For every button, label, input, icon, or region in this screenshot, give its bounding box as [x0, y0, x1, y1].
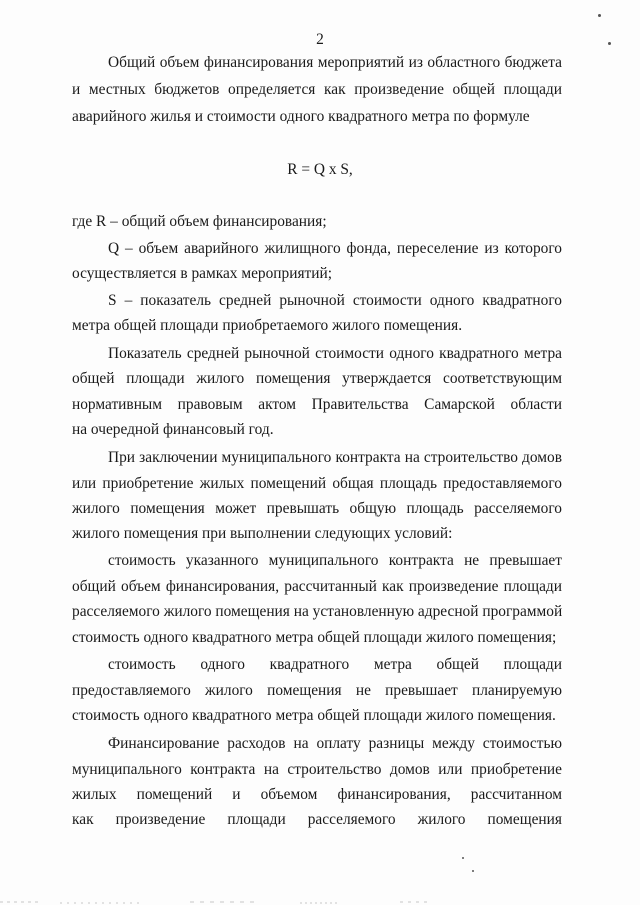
paragraph-line: стоимость указанного муниципального контракта не превышает	[108, 552, 562, 569]
paragraph-line: где R – общий объем финансирования;	[72, 213, 327, 230]
formula: R = Q x S,	[287, 161, 353, 178]
paragraph-line: аварийного жилья и стоимости одного квадратного метра по формуле	[72, 108, 530, 125]
scan-speck	[472, 870, 474, 872]
paragraph-line: нормативным правовым актом Правительства Самарской области	[72, 396, 562, 413]
paragraph-line: общей площади жилого помещения утверждается соответствующим	[72, 370, 562, 387]
paragraph-line: и местных бюджетов определяется как произведение общей площади	[72, 81, 562, 98]
paragraph-line: стоимость одного квадратного метра общей площади жилого помещения;	[72, 629, 557, 646]
paragraph-line: муниципального контракта на строительство домов или приобретение	[72, 761, 562, 778]
paragraph-line: стоимость одного квадратного метра общей площади	[108, 656, 562, 673]
paragraph-line: расселяемого жилого помещения на установленную адресной программой	[72, 603, 563, 620]
paragraph-line: Q – объем аварийного жилищного фонда, переселение из которого	[108, 240, 562, 257]
paragraph-line: как произведение площади расселяемого жилого помещения	[72, 811, 562, 828]
paragraph-line: на очередной финансовый год.	[72, 421, 274, 438]
scan-speck	[608, 42, 611, 45]
paragraph-line: метра общей площади приобретаемого жилого помещения.	[72, 317, 463, 334]
scan-speck	[598, 14, 601, 17]
scan-edge-artifact	[0, 895, 640, 905]
paragraph-line: S – показатель средней рыночной стоимости одного квадратного	[108, 292, 562, 309]
paragraph-line: Общий объем финансирования мероприятий из областного бюджета	[108, 54, 562, 71]
paragraph-line: жилого помещения может превышать общую площадь расселяемого	[72, 500, 562, 517]
paragraph-line: Показатель средней рыночной стоимости одного квадратного метра	[108, 345, 562, 362]
paragraph-line: осуществляется в рамках мероприятий;	[72, 265, 333, 282]
paragraph-line: предоставляемого жилого помещения не превышает планируемую	[72, 682, 562, 699]
paragraph-line: При заключении муниципального контракта на строительство домов	[108, 449, 562, 466]
paragraph-line: жилого помещения при выполнении следующих условий:	[72, 525, 453, 542]
paragraph-line: Финансирование расходов на оплату разницы между стоимостью	[108, 735, 562, 752]
scan-speck	[462, 857, 464, 859]
paragraph-line: или приобретение жилых помещений общая площадь предоставляемого	[72, 475, 562, 492]
paragraph-line: стоимость одного квадратного метра общей площади жилого помещения.	[72, 707, 556, 724]
paragraph-line: жилых помещений и объемом финансирования, рассчитанном	[72, 786, 562, 803]
page-number: 2	[316, 31, 324, 48]
paragraph-line: общий объем финансирования, рассчитанный как произведение площади	[72, 578, 562, 595]
